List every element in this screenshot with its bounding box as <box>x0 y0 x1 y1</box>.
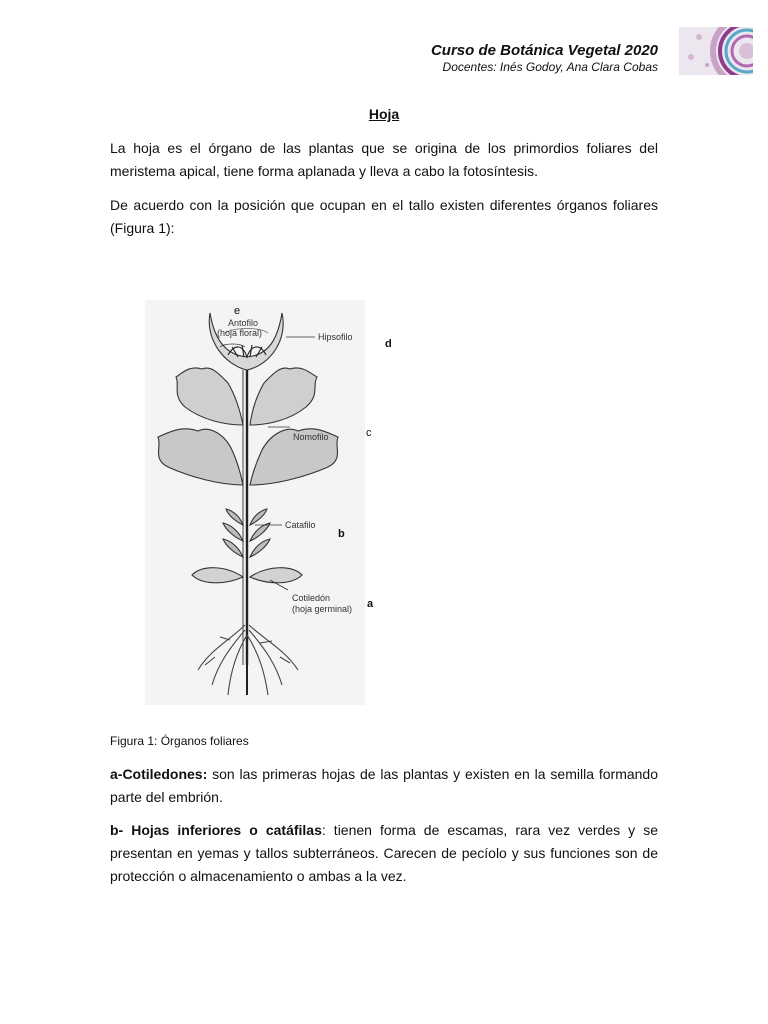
course-logo <box>679 27 753 75</box>
label-nomofilo: Nomofilo <box>293 432 329 442</box>
course-title: Curso de Botánica Vegetal 2020 <box>430 42 658 59</box>
label-e: e <box>234 305 241 317</box>
label-d: d <box>385 338 392 350</box>
label-hoja-germinal: (hoja germinal) <box>292 604 353 614</box>
course-instructors: Docentes: Inés Godoy, Ana Clara Cobas <box>442 60 658 74</box>
document-header <box>431 42 658 74</box>
label-c: c <box>366 427 372 439</box>
label-hipsofilo: Hipsofilo <box>318 332 353 342</box>
cotiledones-term: a-Cotiledones: <box>110 766 208 782</box>
positions-paragraph: De acuerdo con la posición que ocupan en el tallo existen diferentes órganos foliares (Figura 1): <box>110 197 658 236</box>
catafilas-term: b- Hojas inferiores o catáfilas <box>110 822 322 838</box>
cotiledones-text: son las primeras hojas de las plantas y existen en la semilla formando parte del embrión. <box>110 766 658 805</box>
section-heading: Hoja <box>368 106 400 122</box>
label-hoja-floral: (hoja floral) <box>217 328 263 338</box>
label-a: a <box>367 598 374 610</box>
leaf-organs-figure <box>110 285 420 715</box>
label-catafilo: Catafilo <box>285 520 316 530</box>
cotiledones-paragraph <box>110 763 658 809</box>
catafilas-paragraph <box>110 819 658 888</box>
label-antofilo: Antofilo <box>228 318 259 328</box>
intro-paragraph: La hoja es el órgano de las plantas que se origina de los primordios foliares del meristema apical, tiene forma aplanada y lleva a cabo la fotosíntesis. <box>110 140 658 179</box>
label-cotiledon: Cotiledón <box>292 593 331 603</box>
catafilas-text: : tienen forma de escamas, rara vez verdes y se presentan en yemas y tallos subterráneos. Carecen de pecíolo y sus funciones son de protección o almacenamiento o ambas a la vez. <box>110 822 658 884</box>
figure-caption: Figura 1: Órganos foliares <box>110 734 249 748</box>
label-b: b <box>338 528 345 540</box>
